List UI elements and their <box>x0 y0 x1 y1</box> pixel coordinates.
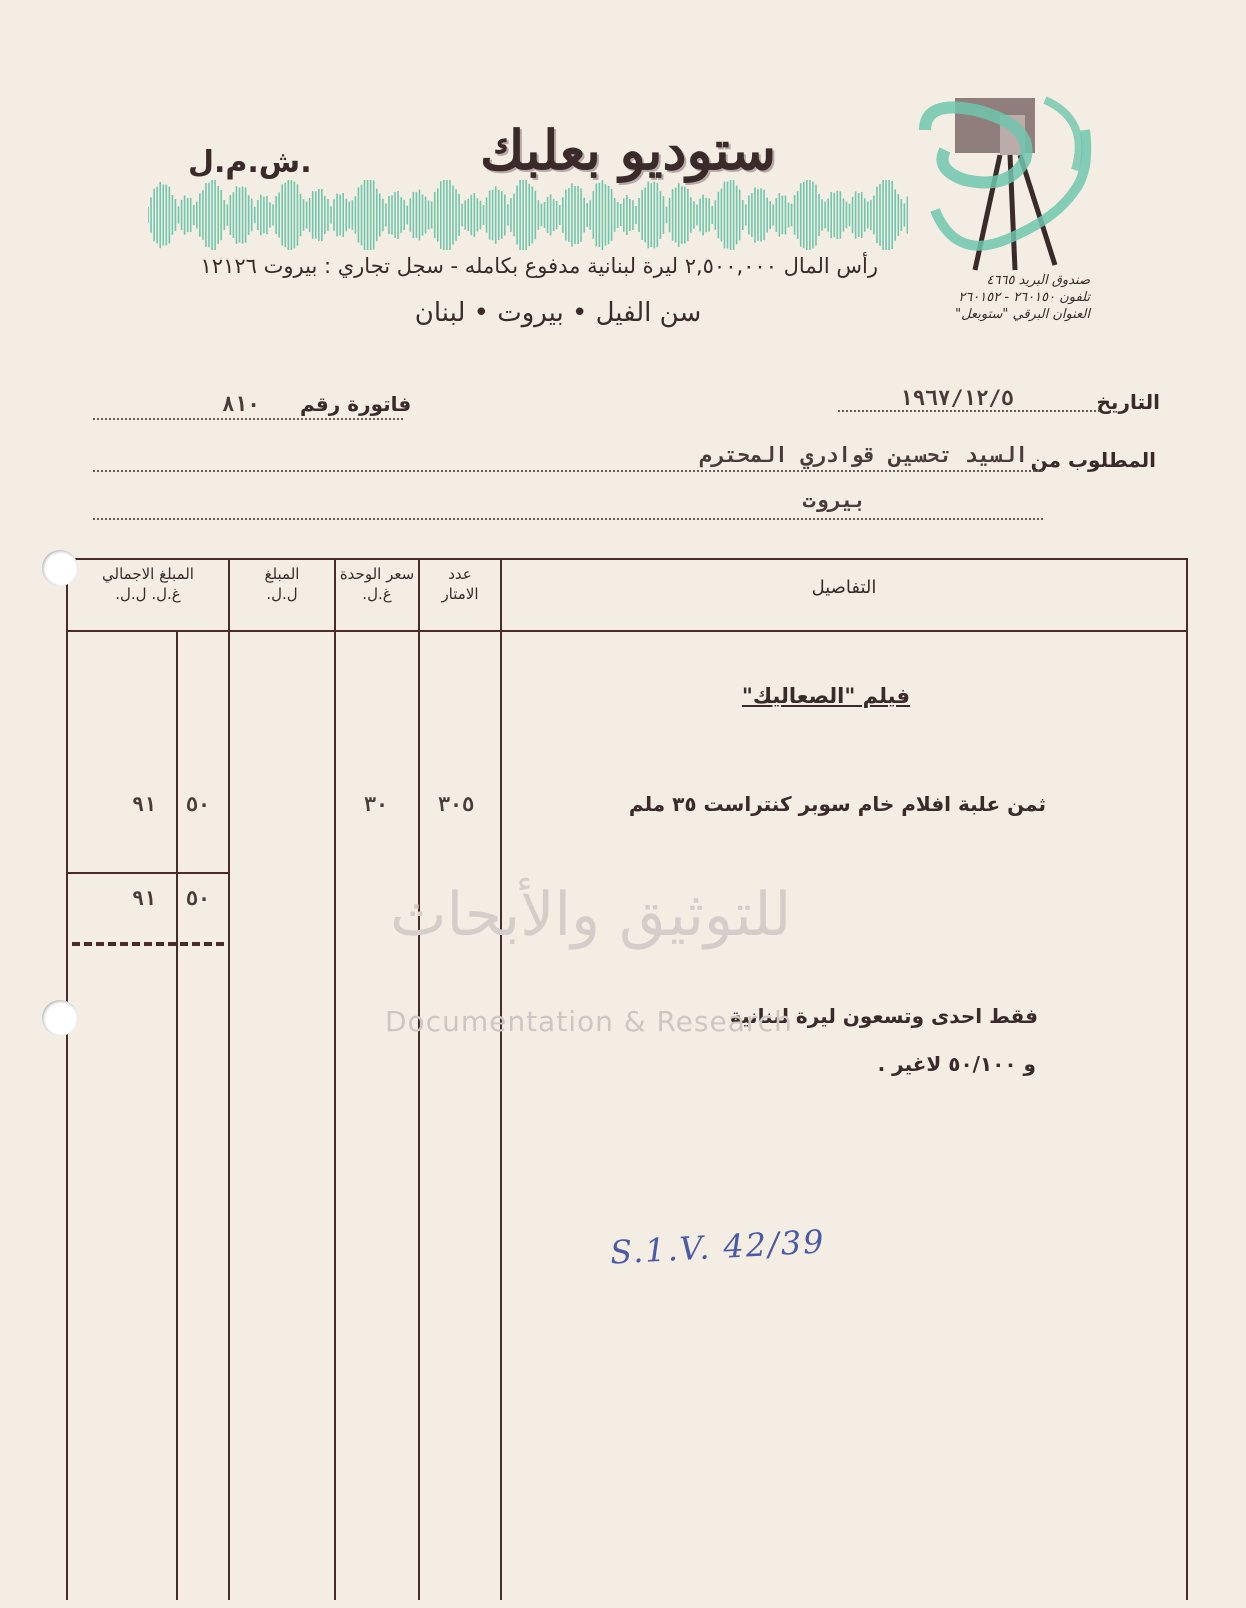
handwritten-reference: S.1.V. 42/39 <box>609 1222 827 1272</box>
date-label: التاريخ <box>1096 390 1160 414</box>
total-divider <box>72 942 224 946</box>
billed-to-label: المطلوب من <box>1030 448 1156 472</box>
col-divider <box>334 560 336 1600</box>
contact-block <box>940 272 1090 323</box>
subtotal-divider <box>68 872 228 874</box>
invoice-table <box>66 558 1188 1600</box>
invoice-number-label: فاتورة رقم <box>300 392 412 416</box>
billed-to-name: السيد تحسين قوادري المحترم <box>699 443 1028 467</box>
invoice-number-value: ٨١٠ <box>222 392 260 416</box>
header-details: التفاصيل <box>811 577 877 598</box>
punch-hole <box>42 1000 78 1036</box>
billed-to-city: بيروت <box>802 488 866 512</box>
header-divider <box>68 630 1186 632</box>
col-divider <box>418 560 420 1600</box>
date-value: ١٩٦٧/١٢/٥ <box>900 386 1014 410</box>
header-total: المبلغ الاجمالي غ.ل. ل.ل. <box>102 565 194 603</box>
line-item-meters: ٣٠٥ <box>438 792 475 816</box>
capital-line: رأس المال ٢,٥٠٠,٠٠٠ ليرة لبنانية مدفوع بكامله - سجل تجاري : بيروت ١٢١٢٦ <box>200 254 878 278</box>
header-meters: عدد الامتار <box>441 565 479 603</box>
amount-in-words-line2: و ٥٠/١٠٠ لاغير . <box>877 1052 1036 1076</box>
amount-in-words-line1: فقط احدى وتسعون ليرة لبنانية <box>729 1004 1038 1028</box>
film-title: فيلم "الصعاليك" <box>741 684 910 708</box>
company-address: سن الفيل • بيروت • لبنان <box>414 298 702 328</box>
line-item-total-pounds: ٩١ <box>132 792 157 816</box>
billed-city-line <box>93 492 1043 520</box>
company-name: ستوديو بعلبك <box>480 118 776 182</box>
sum-piastres: ٥٠ <box>186 886 211 910</box>
header-unit-price: سعر الوحدة غ.ل. <box>339 565 415 603</box>
sound-wave-banner <box>148 180 908 250</box>
po-box: صندوق البريد ٤٦٦٥ <box>986 273 1090 288</box>
line-item-description: ثمن علبة افلام خام سوبر كنتراست ٣٥ ملم <box>628 792 1046 816</box>
col-divider <box>500 560 502 1600</box>
line-item-total-piastres: ٥٠ <box>186 792 211 816</box>
company-type: ش.م.ل. <box>188 145 312 180</box>
punch-hole <box>42 550 78 586</box>
header-amount: المبلغ ل.ل. <box>264 565 300 603</box>
phones: تلفون ٢٦٠١٥٠ - ٢٦٠١٥٢ <box>958 290 1090 305</box>
sum-pounds: ٩١ <box>132 886 157 910</box>
studio-logo <box>915 90 1100 275</box>
line-item-unit-price: ٣٠ <box>364 792 389 816</box>
telegram-address: العنوان البرقي "ستوبعل" <box>955 307 1090 322</box>
col-divider <box>176 630 178 1600</box>
watermark-arabic: للتوثيق والأبحاث <box>390 880 792 950</box>
watermark-english: Documentation & Research <box>385 1005 793 1038</box>
col-divider <box>228 560 230 1600</box>
